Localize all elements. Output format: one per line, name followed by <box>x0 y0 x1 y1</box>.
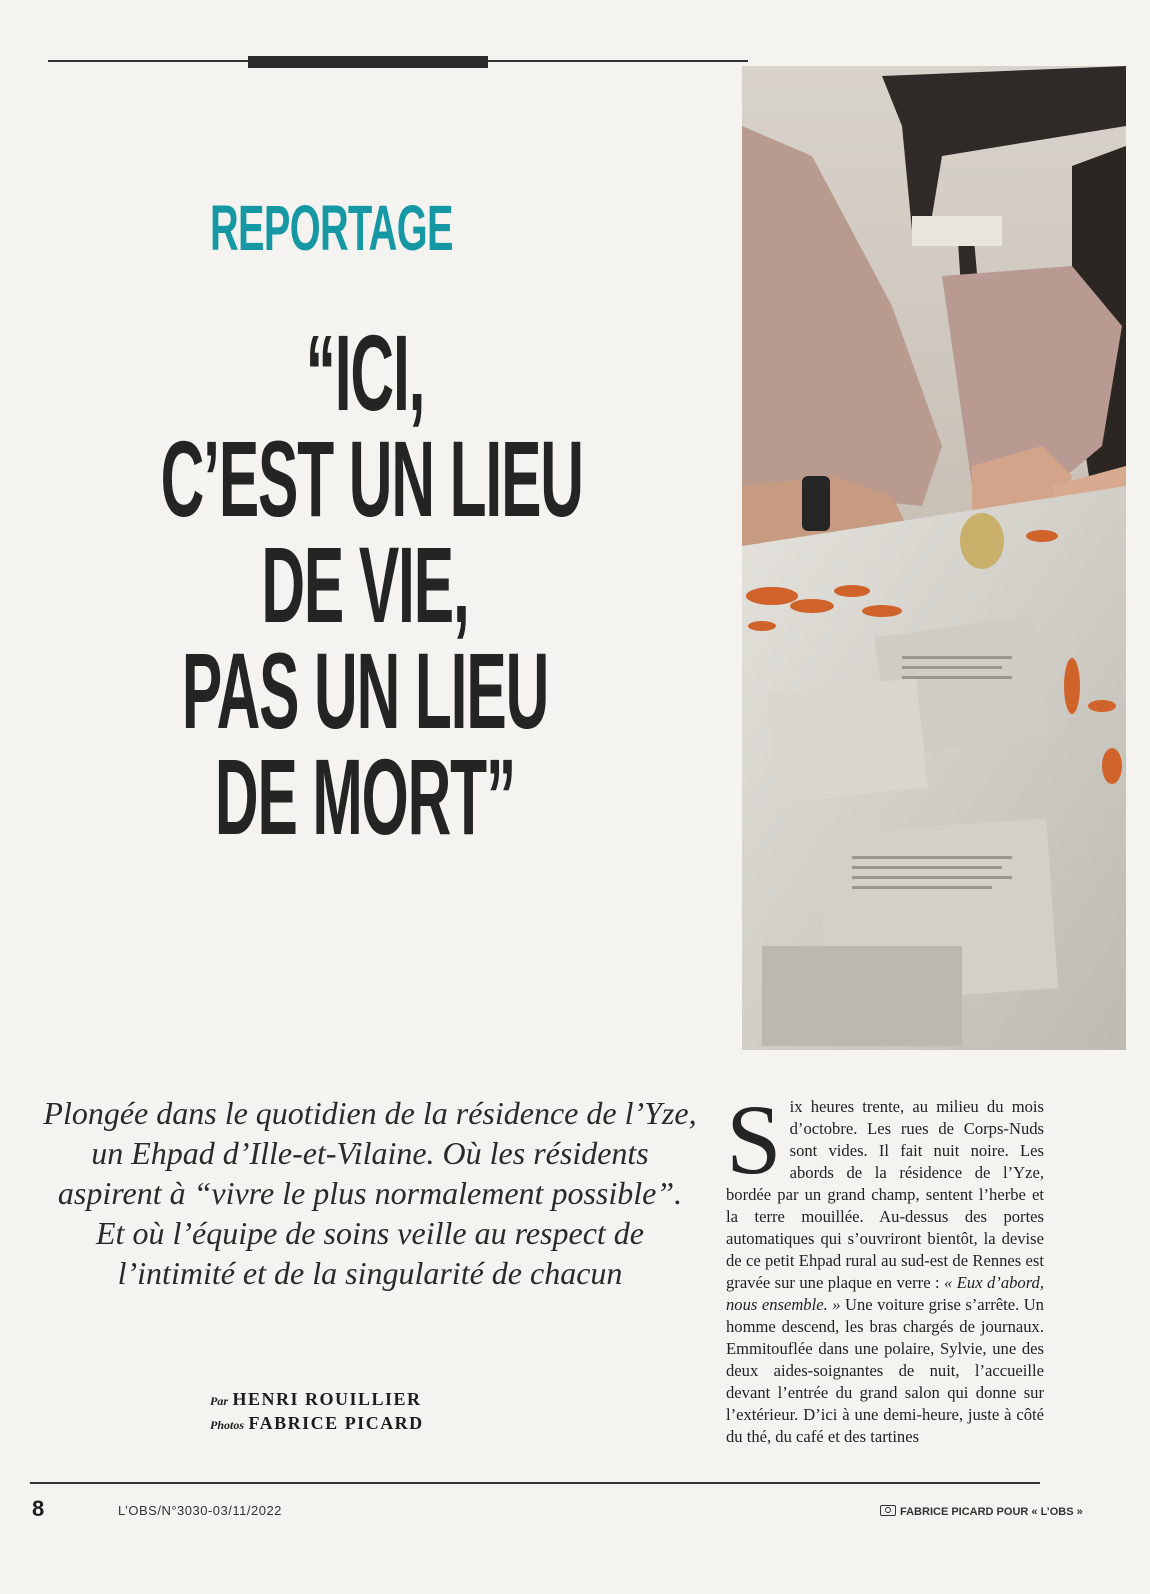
byline-photographer <box>210 1412 510 1436</box>
author-name: HENRI ROUILLIER <box>232 1389 422 1409</box>
page-number: 8 <box>32 1496 45 1521</box>
camera-icon <box>880 1505 896 1516</box>
article-body <box>726 1084 1044 1448</box>
section-kicker: REPORTAGE <box>210 192 453 264</box>
drop-cap: S <box>726 1084 782 1195</box>
body-intro: ix heures trente, au milieu du mois d’octobre. Les rues de Corps-Nuds sont vides. Il fait nuit noire. Les abords de la résidence de l’Yze, bordée par un grand champ, sentent l’herbe et la terre mouillée. Au-dessus des portes automatiques qui s’ouvriront bientôt, la devise de ce petit Ehpad rural au sud-est de Rennes est gravée sur une plaque en verre : <box>726 1097 1044 1292</box>
standfirst: Plongée dans le quotidien de la résidence de l’Yze, un Ehpad d’Ille-et-Vilaine. Où les résidents aspirent à “vivre le plus normalement possible”. Et où l’équipe de soins veille au respect de l’intimité et de la singularité de chacun <box>43 1095 697 1291</box>
headline <box>0 312 730 857</box>
byline-author <box>210 1388 510 1412</box>
section-bar <box>248 56 488 68</box>
headline-line: DE VIE, <box>261 524 469 645</box>
headline-line: PAS UN LIEU <box>181 630 549 751</box>
bottom-rule <box>30 1482 1040 1484</box>
headline-line: DE MORT” <box>214 736 516 857</box>
body-motto: « Eux d’abord, nous ensemble. » <box>726 1273 1044 1314</box>
photo-illustration <box>742 66 1126 1050</box>
photo-credit <box>880 1505 1083 1518</box>
headline-line: C’EST UN LIEU <box>160 418 583 539</box>
byline-by-label: Par <box>210 1394 228 1408</box>
byline-photos-label: Photos <box>210 1418 245 1432</box>
byline <box>210 1388 510 1436</box>
feature-photo <box>742 66 1126 1050</box>
photo-credit-text: FABRICE PICARD POUR « L’OBS » <box>900 1506 1083 1518</box>
issue-info: L’OBS/N°3030-03/11/2022 <box>118 1503 282 1518</box>
body-rest: Une voiture grise s’arrête. Un homme descend, les bras chargés de journaux. Emmitouflée dans une polaire, Sylvie, une des deux aides-soignantes de nuit, l’accueille devant l’entrée du grand salon qui donne sur l’extérieur. D’ici à une demi-heure, juste à côté du thé, du café et des tartines <box>726 1295 1044 1446</box>
headline-line: “ICI, <box>305 312 425 433</box>
photographer-name: FABRICE PICARD <box>248 1413 424 1433</box>
